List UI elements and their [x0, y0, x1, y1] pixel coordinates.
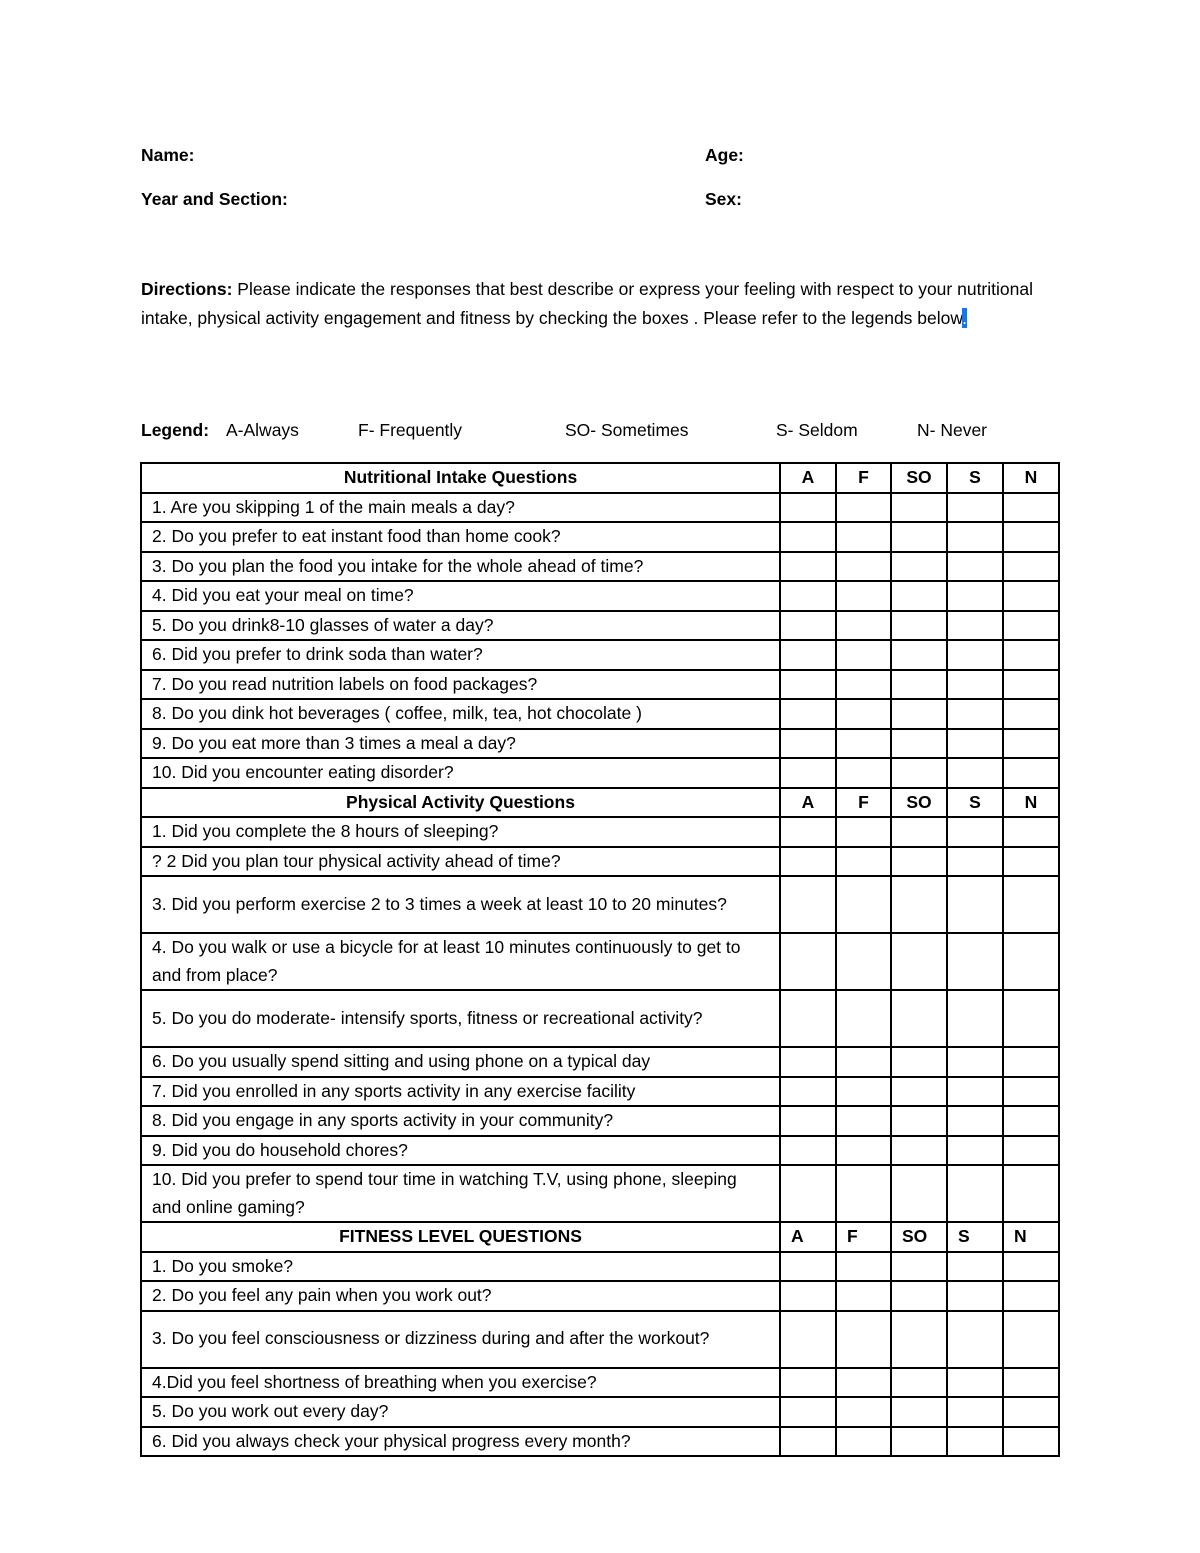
answer-checkbox-so[interactable] [891, 876, 947, 933]
question-text: 1. Are you skipping 1 of the main meals a day? [141, 493, 780, 523]
answer-checkbox-f[interactable] [836, 581, 891, 611]
answer-checkbox-so[interactable] [891, 1368, 947, 1398]
answer-checkbox-so[interactable] [891, 1252, 947, 1282]
answer-checkbox-s[interactable] [947, 611, 1003, 641]
question-text: 5. Do you work out every day? [141, 1397, 780, 1427]
question-row [141, 758, 1059, 788]
question-row [141, 1281, 1059, 1311]
answer-checkbox-so[interactable] [891, 1136, 947, 1166]
question-text: 9. Do you eat more than 3 times a meal a day? [141, 729, 780, 759]
question-row [141, 1311, 1059, 1368]
column-header-s: S [947, 463, 1003, 493]
answer-checkbox-s[interactable] [947, 1311, 1003, 1368]
question-row [141, 847, 1059, 877]
answer-checkbox-s[interactable] [947, 847, 1003, 877]
question-row [141, 1165, 1059, 1222]
answer-checkbox-so[interactable] [891, 581, 947, 611]
answer-checkbox-f[interactable] [836, 522, 891, 552]
section-title: Nutritional Intake Questions [141, 463, 780, 493]
answer-checkbox-s[interactable] [947, 1281, 1003, 1311]
answer-checkbox-n[interactable] [1003, 933, 1059, 990]
answer-checkbox-a[interactable] [780, 729, 836, 759]
answer-checkbox-a[interactable] [780, 493, 836, 523]
section-title: Physical Activity Questions [141, 788, 780, 818]
question-text: 10. Did you prefer to spend tour time in watching T.V, using phone, sleeping and online gaming? [141, 1165, 780, 1222]
question-text: 3. Do you plan the food you intake for the whole ahead of time? [141, 552, 780, 582]
answer-checkbox-f[interactable] [836, 1165, 891, 1222]
answer-checkbox-s[interactable] [947, 640, 1003, 670]
answer-checkbox-f[interactable] [836, 933, 891, 990]
answer-checkbox-a[interactable] [780, 1165, 836, 1222]
answer-checkbox-s[interactable] [947, 522, 1003, 552]
answer-checkbox-f[interactable] [836, 1368, 891, 1398]
answer-checkbox-n[interactable] [1003, 847, 1059, 877]
answer-checkbox-s[interactable] [947, 1136, 1003, 1166]
answer-checkbox-a[interactable] [780, 758, 836, 788]
legend-item-always: A-Always [226, 420, 299, 440]
answer-checkbox-s[interactable] [947, 1047, 1003, 1077]
answer-checkbox-n[interactable] [1003, 1281, 1059, 1311]
question-row [141, 1252, 1059, 1282]
question-row [141, 699, 1059, 729]
answer-checkbox-a[interactable] [780, 847, 836, 877]
answer-checkbox-f[interactable] [836, 670, 891, 700]
answer-checkbox-f[interactable] [836, 1281, 891, 1311]
answer-checkbox-n[interactable] [1003, 1047, 1059, 1077]
answer-checkbox-so[interactable] [891, 522, 947, 552]
question-text: 6. Did you always check your physical progress every month? [141, 1427, 780, 1457]
question-text: 6. Did you prefer to drink soda than water? [141, 640, 780, 670]
answer-checkbox-f[interactable] [836, 1106, 891, 1136]
section-title: FITNESS LEVEL QUESTIONS [141, 1222, 780, 1252]
answer-checkbox-f[interactable] [836, 990, 891, 1047]
answer-checkbox-so[interactable] [891, 1106, 947, 1136]
answer-checkbox-f[interactable] [836, 640, 891, 670]
answer-checkbox-f[interactable] [836, 552, 891, 582]
question-row [141, 640, 1059, 670]
answer-checkbox-s[interactable] [947, 1397, 1003, 1427]
answer-checkbox-f[interactable] [836, 1311, 891, 1368]
column-header-n: N [1003, 463, 1059, 493]
answer-checkbox-s[interactable] [947, 581, 1003, 611]
answer-checkbox-n[interactable] [1003, 1136, 1059, 1166]
question-row [141, 1397, 1059, 1427]
question-text: 5. Do you do moderate- intensify sports, fitness or recreational activity? [141, 990, 780, 1047]
column-header-f: F [836, 788, 891, 818]
answer-checkbox-a[interactable] [780, 1281, 836, 1311]
answer-checkbox-a[interactable] [780, 1077, 836, 1107]
column-header-f: F [836, 463, 891, 493]
section-header-nutrition [141, 463, 1059, 493]
answer-checkbox-s[interactable] [947, 990, 1003, 1047]
column-header-so: SO [891, 463, 947, 493]
answer-checkbox-f[interactable] [836, 493, 891, 523]
question-row [141, 933, 1059, 990]
directions-paragraph [141, 275, 1056, 332]
column-header-a: A [780, 788, 836, 818]
questionnaire-table [140, 462, 1060, 1457]
question-row [141, 729, 1059, 759]
question-text: 2. Do you feel any pain when you work out? [141, 1281, 780, 1311]
question-row [141, 581, 1059, 611]
legend-item-never: N- Never [917, 420, 988, 440]
answer-checkbox-f[interactable] [836, 611, 891, 641]
answer-checkbox-a[interactable] [780, 1136, 836, 1166]
answer-checkbox-n[interactable] [1003, 552, 1059, 582]
directions-label: Directions: [141, 279, 233, 299]
question-text: ? 2 Did you plan tour physical activity ahead of time? [141, 847, 780, 877]
question-text: 4. Did you eat your meal on time? [141, 581, 780, 611]
answer-checkbox-s[interactable] [947, 699, 1003, 729]
answer-checkbox-a[interactable] [780, 640, 836, 670]
answer-checkbox-n[interactable] [1003, 1397, 1059, 1427]
answer-checkbox-f[interactable] [836, 817, 891, 847]
question-row [141, 670, 1059, 700]
answer-checkbox-a[interactable] [780, 1106, 836, 1136]
answer-checkbox-s[interactable] [947, 876, 1003, 933]
question-row [141, 493, 1059, 523]
answer-checkbox-a[interactable] [780, 611, 836, 641]
column-header-a: A [780, 463, 836, 493]
question-text: 7. Do you read nutrition labels on food packages? [141, 670, 780, 700]
answer-checkbox-so[interactable] [891, 1281, 947, 1311]
answer-checkbox-s[interactable] [947, 670, 1003, 700]
question-row [141, 522, 1059, 552]
text-cursor-selection: . [962, 307, 967, 328]
answer-checkbox-f[interactable] [836, 758, 891, 788]
answer-checkbox-f[interactable] [836, 1427, 891, 1457]
answer-checkbox-n[interactable] [1003, 817, 1059, 847]
legend-item-sometimes: SO- Sometimes [565, 420, 689, 440]
answer-checkbox-n[interactable] [1003, 876, 1059, 933]
answer-checkbox-n[interactable] [1003, 729, 1059, 759]
answer-checkbox-n[interactable] [1003, 1311, 1059, 1368]
question-row [141, 552, 1059, 582]
column-header-s: S [947, 788, 1003, 818]
question-text: 10. Did you encounter eating disorder? [141, 758, 780, 788]
answer-checkbox-f[interactable] [836, 876, 891, 933]
question-text: 2. Do you prefer to eat instant food than home cook? [141, 522, 780, 552]
answer-checkbox-s[interactable] [947, 1427, 1003, 1457]
answer-checkbox-so[interactable] [891, 670, 947, 700]
question-row [141, 1136, 1059, 1166]
answer-checkbox-a[interactable] [780, 1427, 836, 1457]
answer-checkbox-n[interactable] [1003, 493, 1059, 523]
answer-checkbox-a[interactable] [780, 670, 836, 700]
answer-checkbox-s[interactable] [947, 1368, 1003, 1398]
answer-checkbox-f[interactable] [836, 1136, 891, 1166]
question-row [141, 1077, 1059, 1107]
answer-checkbox-n[interactable] [1003, 611, 1059, 641]
answer-checkbox-n[interactable] [1003, 1165, 1059, 1222]
question-text: 3. Do you feel consciousness or dizziness during and after the workout? [141, 1311, 780, 1368]
question-row [141, 1427, 1059, 1457]
legend-item-frequently: F- Frequently [358, 420, 463, 440]
answer-checkbox-s[interactable] [947, 1077, 1003, 1107]
answer-checkbox-a[interactable] [780, 990, 836, 1047]
answer-checkbox-so[interactable] [891, 817, 947, 847]
answer-checkbox-n[interactable] [1003, 1106, 1059, 1136]
answer-checkbox-so[interactable] [891, 847, 947, 877]
answer-checkbox-a[interactable] [780, 522, 836, 552]
column-header-n: N [1003, 1222, 1059, 1252]
answer-checkbox-so[interactable] [891, 611, 947, 641]
column-header-a: A [780, 1222, 836, 1252]
answer-checkbox-f[interactable] [836, 699, 891, 729]
question-row [141, 876, 1059, 933]
answer-checkbox-a[interactable] [780, 817, 836, 847]
answer-checkbox-so[interactable] [891, 990, 947, 1047]
question-text: 8. Do you dink hot beverages ( coffee, milk, tea, hot chocolate ) [141, 699, 780, 729]
column-header-f: F [836, 1222, 891, 1252]
year-section-label: Year and Section: [141, 189, 288, 209]
answer-checkbox-n[interactable] [1003, 990, 1059, 1047]
question-text: 4. Do you walk or use a bicycle for at least 10 minutes continuously to get to and from place? [141, 933, 780, 990]
answer-checkbox-n[interactable] [1003, 522, 1059, 552]
question-row [141, 611, 1059, 641]
answer-checkbox-so[interactable] [891, 1047, 947, 1077]
answer-checkbox-a[interactable] [780, 581, 836, 611]
directions-text: Please indicate the responses that best describe or express your feeling with respect to your nutritional intake, physical activity engagement and fitness by checking the boxes . Please refer to the legends below [141, 279, 1033, 328]
answer-checkbox-s[interactable] [947, 817, 1003, 847]
answer-checkbox-a[interactable] [780, 933, 836, 990]
answer-checkbox-s[interactable] [947, 729, 1003, 759]
column-header-s: S [947, 1222, 1003, 1252]
section-header-physical-activity [141, 788, 1059, 818]
answer-checkbox-f[interactable] [836, 1047, 891, 1077]
name-label: Name: [141, 145, 195, 165]
answer-checkbox-n[interactable] [1003, 1252, 1059, 1282]
answer-checkbox-n[interactable] [1003, 1427, 1059, 1457]
answer-checkbox-n[interactable] [1003, 581, 1059, 611]
column-header-n: N [1003, 788, 1059, 818]
question-row [141, 1368, 1059, 1398]
question-row [141, 817, 1059, 847]
answer-checkbox-a[interactable] [780, 1047, 836, 1077]
answer-checkbox-so[interactable] [891, 1397, 947, 1427]
column-header-so: SO [891, 788, 947, 818]
answer-checkbox-f[interactable] [836, 1397, 891, 1427]
question-text: 9. Did you do household chores? [141, 1136, 780, 1166]
question-text: 7. Did you enrolled in any sports activity in any exercise facility [141, 1077, 780, 1107]
answer-checkbox-so[interactable] [891, 552, 947, 582]
answer-checkbox-so[interactable] [891, 493, 947, 523]
answer-checkbox-so[interactable] [891, 699, 947, 729]
answer-checkbox-n[interactable] [1003, 1077, 1059, 1107]
answer-checkbox-s[interactable] [947, 1165, 1003, 1222]
answer-checkbox-s[interactable] [947, 1106, 1003, 1136]
answer-checkbox-n[interactable] [1003, 670, 1059, 700]
section-header-fitness [141, 1222, 1059, 1252]
answer-checkbox-a[interactable] [780, 1311, 836, 1368]
answer-checkbox-s[interactable] [947, 493, 1003, 523]
answer-checkbox-n[interactable] [1003, 640, 1059, 670]
answer-checkbox-f[interactable] [836, 1077, 891, 1107]
legend-item-seldom: S- Seldom [776, 420, 858, 440]
answer-checkbox-so[interactable] [891, 1165, 947, 1222]
column-header-so: SO [891, 1222, 947, 1252]
legend-label: Legend: [141, 420, 210, 440]
answer-checkbox-a[interactable] [780, 1368, 836, 1398]
answer-checkbox-so[interactable] [891, 640, 947, 670]
question-row [141, 990, 1059, 1047]
question-text: 6. Do you usually spend sitting and using phone on a typical day [141, 1047, 780, 1077]
answer-checkbox-f[interactable] [836, 1252, 891, 1282]
answer-checkbox-n[interactable] [1003, 758, 1059, 788]
answer-checkbox-s[interactable] [947, 552, 1003, 582]
sex-label: Sex: [705, 189, 742, 209]
question-text: 8. Did you engage in any sports activity in your community? [141, 1106, 780, 1136]
answer-checkbox-so[interactable] [891, 1311, 947, 1368]
answer-checkbox-s[interactable] [947, 1252, 1003, 1282]
answer-checkbox-f[interactable] [836, 729, 891, 759]
answer-checkbox-n[interactable] [1003, 1368, 1059, 1398]
answer-checkbox-so[interactable] [891, 729, 947, 759]
question-row [141, 1106, 1059, 1136]
question-text: 1. Do you smoke? [141, 1252, 780, 1282]
answer-checkbox-so[interactable] [891, 1077, 947, 1107]
answer-checkbox-s[interactable] [947, 758, 1003, 788]
question-text: 4.Did you feel shortness of breathing when you exercise? [141, 1368, 780, 1398]
answer-checkbox-a[interactable] [780, 1397, 836, 1427]
answer-checkbox-f[interactable] [836, 847, 891, 877]
question-text: 3. Did you perform exercise 2 to 3 times a week at least 10 to 20 minutes? [141, 876, 780, 933]
answer-checkbox-a[interactable] [780, 552, 836, 582]
answer-checkbox-a[interactable] [780, 876, 836, 933]
answer-checkbox-s[interactable] [947, 933, 1003, 990]
answer-checkbox-a[interactable] [780, 699, 836, 729]
question-text: 5. Do you drink8-10 glasses of water a day? [141, 611, 780, 641]
answer-checkbox-n[interactable] [1003, 699, 1059, 729]
question-row [141, 1047, 1059, 1077]
age-label: Age: [705, 145, 744, 165]
answer-checkbox-so[interactable] [891, 933, 947, 990]
question-text: 1. Did you complete the 8 hours of sleeping? [141, 817, 780, 847]
answer-checkbox-so[interactable] [891, 1427, 947, 1457]
answer-checkbox-a[interactable] [780, 1252, 836, 1282]
answer-checkbox-so[interactable] [891, 758, 947, 788]
